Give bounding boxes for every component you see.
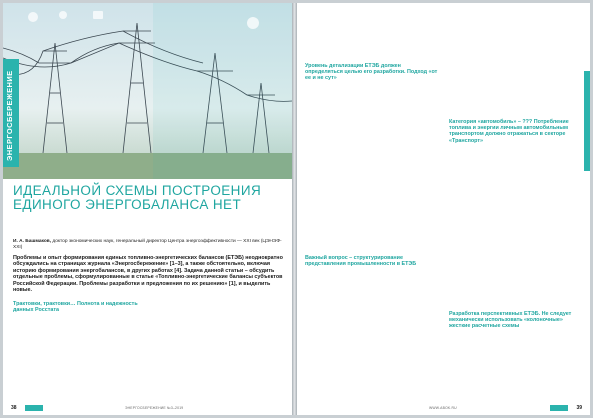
magazine-tag-left — [25, 405, 43, 411]
heading-detail-level: Уровень детализации ЕТЭБ должен определяться целью его разработки. Подход «от ее и не сут» — [305, 63, 438, 82]
section-tab-label: ЭНЕРГОСБЕРЕЖЕНИЕ — [5, 70, 14, 161]
power-lines-illustration — [3, 3, 292, 179]
author-name: И. А. Башмаков, — [13, 239, 52, 244]
heading-perspective: Разработка перспективных ЕТЭБ. Не следует механически использовать «колоночные» жесткие расчетные схемы — [449, 311, 572, 330]
section-heading: Трактовки, трактовки… Полнота и надежность данных Росстата — [13, 301, 138, 314]
magazine-tag-right — [550, 405, 568, 411]
author-description: доктор экономических наук, генеральный директор Центра энергоэффективности — XXI век (ЦЭНЭФ-XXI) — [13, 239, 282, 250]
site-footer: WWW.ABOK.RU — [429, 406, 457, 410]
heading-automobile: Категория «автомобиль» – ??? Потребление топлива и энергии личным автомобильным транспортом должно отражаться в секторе «Транспорт» — [449, 119, 569, 144]
magazine-footer: ЭНЕРГОСБЕРЕЖЕНИЕ №3–2019 — [125, 406, 184, 410]
left-page — [3, 3, 292, 415]
title-line-2: ЕДИНОГО ЭНЕРГОБАЛАНСА НЕТ — [13, 197, 242, 212]
lead-paragraph: Проблемы и опыт формирования единых топливно-энергетических балансов (ЕТЭБ) неоднократно обсуждались на страницах журнала «Энергосбережение» [1–3], а также обстоятельно, включая историю формирования энергобалансов, в других работах [4]. Задача данной статьи – обсудить отдельные проблемы, сформулированные в статье «Топливно-энергетические балансы субъектов Российской Федерации. Проблемы разработки и предложения по их решению» [1], и выделить новые. — [13, 255, 283, 294]
section-tab — [3, 59, 19, 167]
page-number-right: 39 — [576, 405, 582, 411]
heading-industry: Важный вопрос – структурирование представления промышленности в ЕТЭБ — [305, 255, 417, 268]
title-line-1: ИДЕАЛЬНОЙ СХЕМЫ ПОСТРОЕНИЯ — [13, 183, 262, 198]
article-title — [13, 184, 285, 212]
right-page — [297, 3, 590, 415]
right-edge-tab — [584, 71, 590, 171]
power-lines-photo — [3, 3, 292, 179]
page-number-left: 38 — [11, 405, 17, 411]
author-line — [13, 239, 285, 250]
